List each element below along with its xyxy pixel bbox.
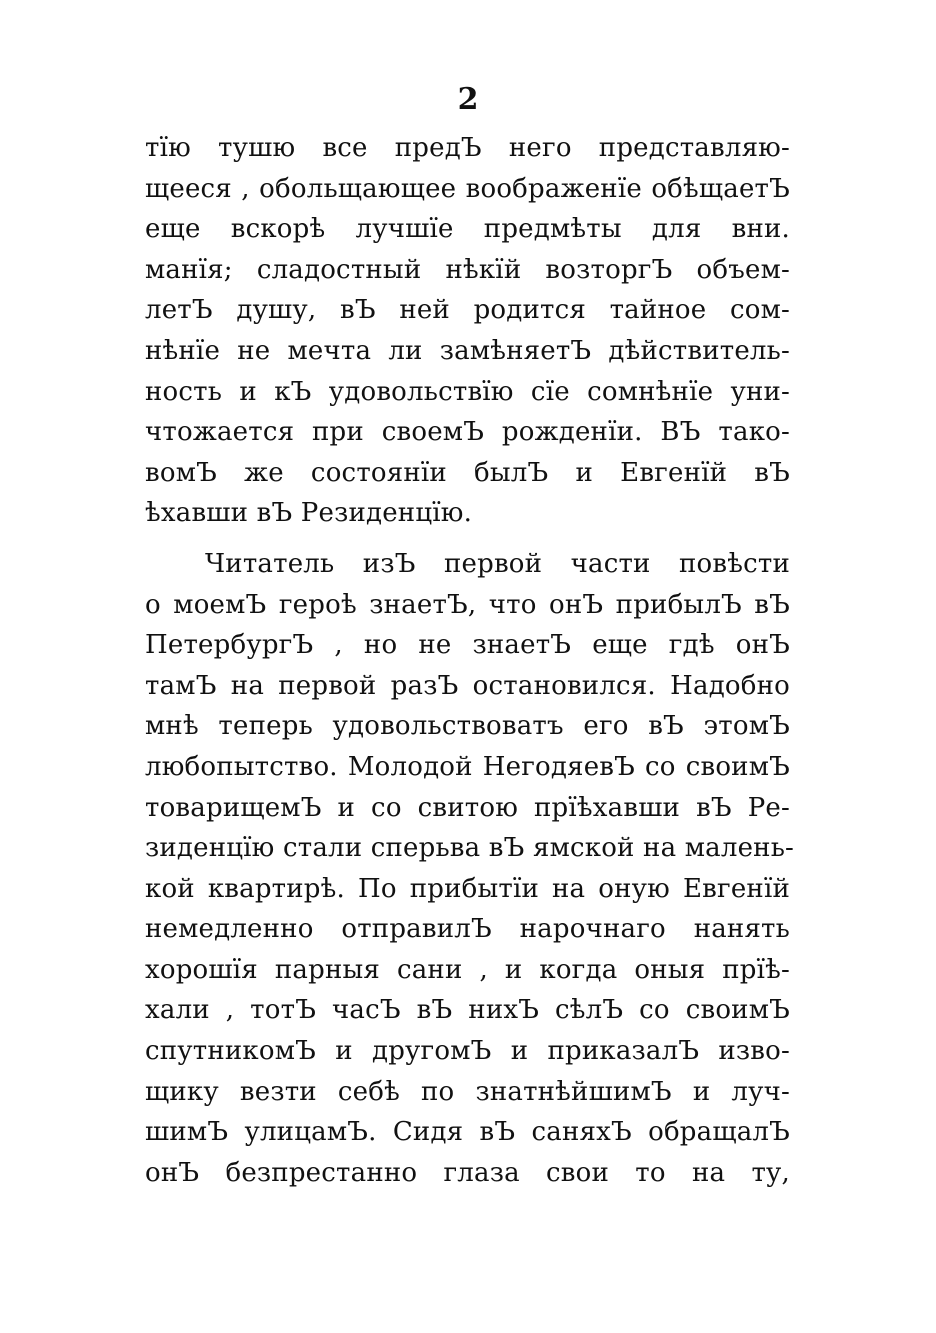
- text-line: онЪ безпрестанно глаза свои то на ту,: [145, 1157, 790, 1188]
- text-line: ность и кЪ удовольствїю сїе сомнѣнїе уни-: [145, 376, 790, 407]
- text-line: щееся , обольщающее воображенїе обѣщаетЪ: [145, 173, 790, 204]
- page-number: 2: [457, 82, 479, 117]
- paragraph-1: [145, 128, 790, 534]
- text-line: летЪ душу, вЪ ней родится тайное сом-: [145, 295, 790, 326]
- paragraph-gap: [145, 534, 790, 544]
- text-line: немедленно отправилЪ нарочнаго нанять: [145, 914, 790, 945]
- text-line: манїя; сладостный нѣкїй возторгЪ объем-: [145, 254, 790, 285]
- text-line: нѣнїе не мечта ли замѣняетЪ дѣйствитель-: [145, 335, 790, 366]
- text-line: хали , тотЪ часЪ вЪ нихЪ сѣлЪ со своимЪ: [145, 995, 790, 1026]
- text-line: кой квартирѣ. По прибытїи на оную Евгенїй: [145, 873, 790, 904]
- text-line: шимЪ улицамЪ. Сидя вЪ саняхЪ обращалЪ: [145, 1117, 790, 1148]
- text-line: чтожается при своемЪ рожденїи. ВЪ тако-: [145, 417, 790, 448]
- text-line: ПетербургЪ , но не знаетЪ еще гдѣ онЪ: [145, 630, 790, 661]
- text-line: мнѣ теперь удовольствоватъ его вЪ этомЪ: [145, 711, 790, 742]
- text-line: Читатель изЪ первой части повѣсти: [205, 548, 790, 579]
- text-line: хорошїя парныя сани , и когда оныя прїѣ-: [145, 954, 790, 985]
- text-line: ѣхавши вЪ Резиденцїю.: [145, 498, 473, 529]
- text-line: зиденцїю стали сперьва вЪ ямской на малень-: [145, 833, 795, 864]
- text-line: еще вскорѣ лучшїе предмѣты для вни.: [145, 214, 790, 245]
- text-line: любопытство. Молодой НегодяевЪ со своимЪ: [145, 751, 790, 782]
- text-line: товарищемЪ и со свитою прїѣхавши вЪ Ре-: [145, 792, 790, 823]
- paragraph-2: [145, 544, 795, 1194]
- text-line: щику везти себѣ по знатнѣйшимЪ и луч-: [145, 1076, 790, 1107]
- text-line: вомЪ же состоянїи былЪ и Евгенїй вЪ: [145, 457, 790, 488]
- text-line: тїю тушю все предЪ него представляю-: [145, 133, 790, 163]
- text-line: тамЪ на первой разЪ остановился. Надобно: [145, 670, 790, 701]
- body-text: [145, 128, 795, 1193]
- text-line: спутникомЪ и другомЪ и приказалЪ изво-: [145, 1036, 790, 1067]
- text-line: о моемЪ героѣ знаетЪ, что онЪ прибылЪ вЪ: [145, 589, 790, 620]
